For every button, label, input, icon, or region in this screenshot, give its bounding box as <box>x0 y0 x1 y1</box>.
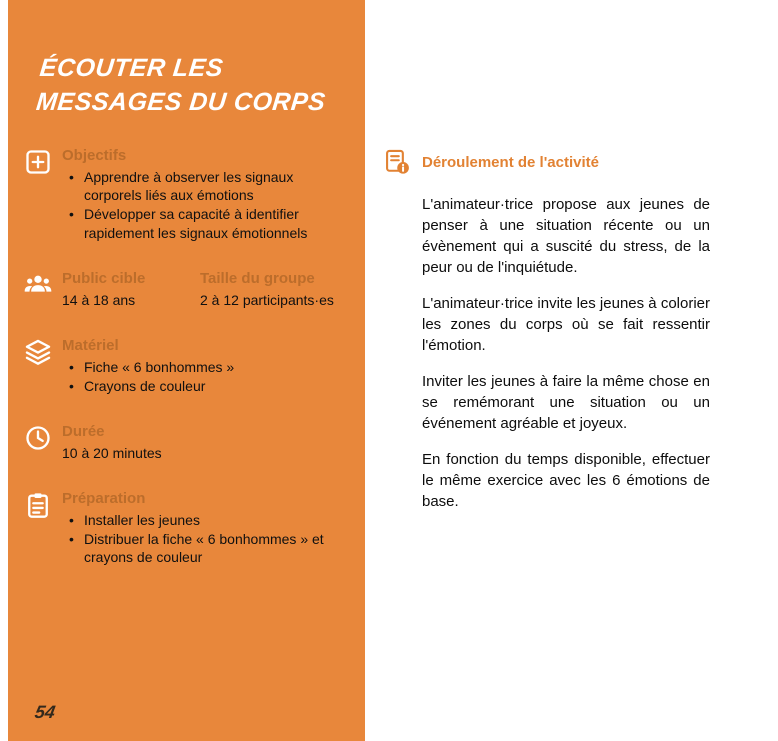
paragraph: L'animateur·trice propose aux jeunes de penser à une situation récente ou un évènement qui a suscité du stress, de la peur ou de l'inquiétude. <box>422 196 710 276</box>
list-item: • Développer sa capacité à identifier rapidement les signaux émotionnels <box>62 205 345 243</box>
deroulement-heading: Déroulement de l'activité <box>422 154 599 171</box>
list-item: • Crayons de couleur <box>62 377 345 396</box>
clock-icon <box>24 423 62 463</box>
clipboard-icon <box>24 490 62 568</box>
public-cible-value: 14 à 18 ans <box>62 292 136 309</box>
section-materiel <box>24 337 345 396</box>
preparation-heading: Préparation <box>62 489 146 507</box>
public-cible-heading: Public cible <box>62 270 146 288</box>
deroulement-heading-row <box>383 148 713 176</box>
activity-sidebar <box>8 0 365 741</box>
duree-value: 10 à 20 minutes <box>62 444 162 461</box>
section-duree <box>24 423 345 463</box>
list-item: • Installer les jeunes <box>62 511 345 530</box>
list-item: • Fiche « 6 bonhommes » <box>62 358 345 377</box>
plus-square-icon <box>24 147 62 244</box>
page-number: 54 <box>33 702 57 722</box>
page-title <box>34 52 348 120</box>
paragraph: L'animateur·trice invite les jeunes à colorier les zones du corps où se fait ressentir l'émotion. <box>422 295 710 354</box>
deroulement-paragraphs <box>422 194 710 512</box>
section-audience <box>24 270 345 310</box>
list-item: • Apprendre à observer les signaux corporels liés aux émotions <box>62 168 345 206</box>
group-people-icon <box>24 270 62 310</box>
layers-icon <box>24 337 62 396</box>
info-document-icon <box>383 148 411 176</box>
page-title-line1: ÉCOUTER LES <box>38 54 225 82</box>
section-objectifs <box>24 147 345 244</box>
objectifs-heading: Objectifs <box>62 146 127 164</box>
taille-groupe-heading: Taille du groupe <box>200 270 315 288</box>
activity-content <box>383 148 713 527</box>
page-title-line2: MESSAGES DU CORPS <box>34 87 327 116</box>
duree-heading: Durée <box>62 422 105 440</box>
list-item: • Distribuer la fiche « 6 bonhommes » et crayons de couleur <box>62 530 345 568</box>
materiel-heading: Matériel <box>62 336 119 354</box>
paragraph: Inviter les jeunes à faire la même chose en se remémorant une situation ou un événement agréable et joyeux. <box>422 373 710 432</box>
taille-groupe-value: 2 à 12 participants·es <box>200 292 334 309</box>
paragraph: En fonction du temps disponible, effectuer le même exercice avec les 6 émotions de base. <box>422 451 710 510</box>
section-preparation <box>24 490 345 568</box>
